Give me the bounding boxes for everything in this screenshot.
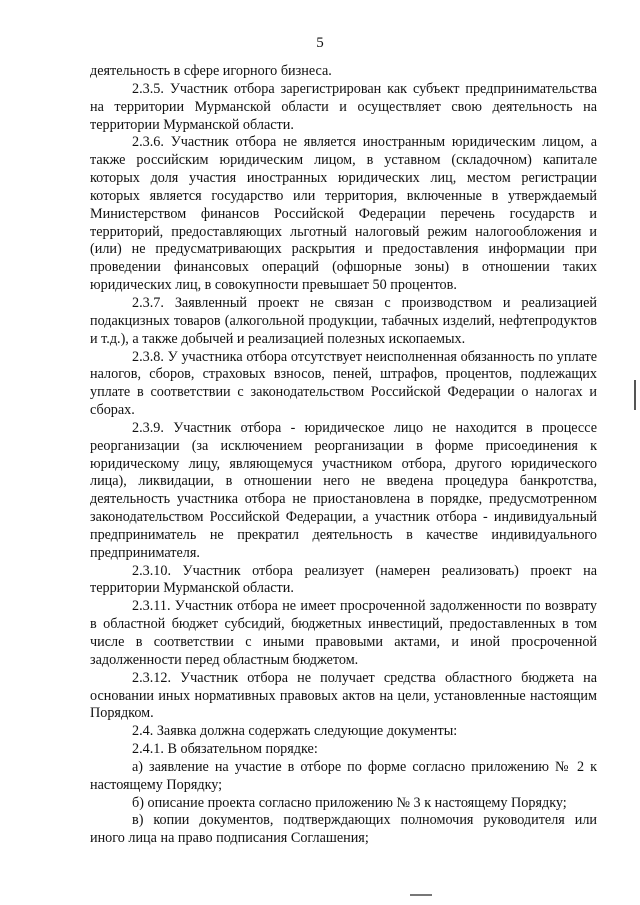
paragraph-2-3-11: 2.3.11. Участник отбора не имеет просроченной задолженности по возврату в областной бюджет субсидий, бюджетных инвестиций, предоставленных в том числе в соответствии с иными правовыми актами, и иной просроченной задолженности перед областным бюджетом.	[90, 598, 597, 668]
paragraph-2-4-1: 2.4.1. В обязательном порядке:	[132, 741, 318, 758]
paragraph-2-3-6: 2.3.6. Участник отбора не является иностранным юридическим лицом, а также российским юридическим лицом, в уставном (складочном) капитале которых доля участия иностранных юридических лиц, местом регистрации которых является государство или территория, включенные в утверждаемый Министерством финансов Российской Федерации перечень государств и территорий, предоставляющих льготный налоговый режим налогообложения и (или) не предусматривающих раскрытия и предоставления информации при проведении финансовых операций (офшорные зоны) в отношении таких юридических лиц, в совокупности превышает 50 процентов.	[90, 134, 597, 294]
paragraph-2-3-12: 2.3.12. Участник отбора не получает средства областного бюджета на основании иных нормативных правовых актов на цели, установленные настоящим Порядком.	[90, 669, 597, 722]
paragraph-2-3-7: 2.3.7. Заявленный проект не связан с производством и реализацией подакцизных товаров (алкогольной продукции, табачных изделий, нефтепродуктов и т.д.), а также добычей и реализацией полезных ископаемых.	[90, 294, 597, 347]
list-item-v: в) копии документов, подтверждающих полномочия руководителя или иного лица на право подписания Соглашения;	[90, 812, 597, 847]
list-item-a: а) заявление на участие в отборе по форме согласно приложению № 2 к настоящему Порядку;	[90, 758, 597, 793]
page-number: 5	[316, 35, 324, 51]
paragraph-2-3-5: 2.3.5. Участник отбора зарегистрирован как субъект предпринимательства на территории Мурманской области и осуществляет свою деятельность на территории Мурманской области.	[90, 80, 597, 133]
document-body	[90, 63, 597, 848]
scan-bottom-mark	[410, 894, 432, 896]
paragraph-2-3-10: 2.3.10. Участник отбора реализует (намерен реализовать) проект на территории Мурманской области.	[90, 562, 597, 597]
paragraph-continuation: деятельность в сфере игорного бизнеса.	[90, 63, 332, 79]
paragraph-2-4: 2.4. Заявка должна содержать следующие документы:	[132, 723, 458, 740]
paragraph-2-3-9: 2.3.9. Участник отбора - юридическое лицо не находится в процессе реорганизации (за исключением реорганизации в форме присоединения к юридическому лицу, являющемуся участником отбора, другого юридического лица), ликвидации, в отношении него не введена процедура банкротства, деятельность участника отбора не приостановлена в порядке, предусмотренном законодательством Российской Федерации, а участник отбора - индивидуальный предприниматель не прекратил деятельность в качестве индивидуального предпринимателя.	[90, 419, 597, 561]
paragraph-2-3-8: 2.3.8. У участника отбора отсутствует неисполненная обязанность по уплате налогов, сборов, страховых взносов, пеней, штрафов, процентов, подлежащих уплате в соответствии с законодательством Российской Федерации о налогах и сборах.	[90, 348, 597, 419]
list-item-b: б) описание проекта согласно приложению № 3 к настоящему Порядку;	[132, 794, 567, 811]
scan-edge-mark	[634, 380, 636, 410]
